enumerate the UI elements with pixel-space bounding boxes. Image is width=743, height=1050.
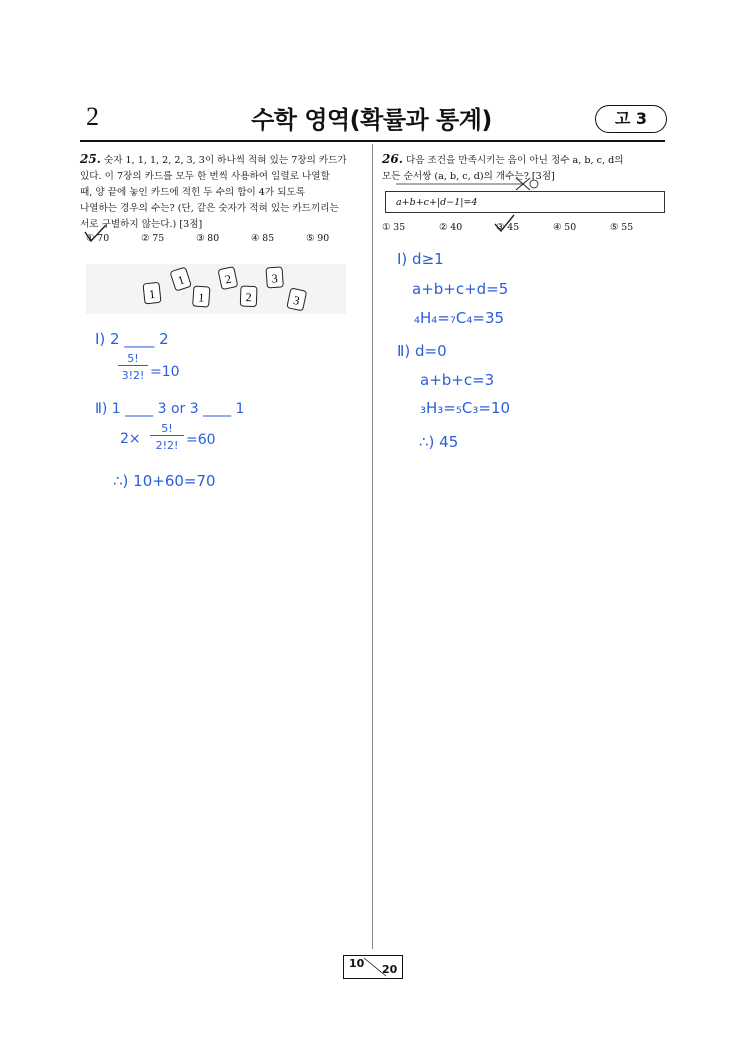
question-number: 25. <box>80 152 101 166</box>
work-fraction-numerator: 5! <box>150 422 184 436</box>
work-equation: ₃H₃=₅C₃=10 <box>420 399 511 417</box>
exam-title: 수학 영역(확률과 통계) <box>251 106 492 134</box>
header-rule <box>80 140 665 142</box>
card-label: 1 <box>175 272 187 288</box>
grade-badge: 고 3 <box>595 105 667 133</box>
current-page: 10 <box>349 957 365 970</box>
page-number: 2 <box>86 102 99 131</box>
card <box>240 286 257 307</box>
work-equation: ₄H₄=₇C₄=35 <box>414 309 505 327</box>
work-equation: a+b+c+d=5 <box>412 280 509 298</box>
card-label: 3 <box>292 292 301 308</box>
choice-1[interactable]: ① 35 <box>382 222 406 233</box>
choice-4[interactable]: ④ 85 <box>251 233 275 244</box>
choice-1[interactable]: ① 70 <box>86 233 110 244</box>
question-25 <box>80 151 370 233</box>
choice-4[interactable]: ④ 50 <box>553 222 577 233</box>
card <box>266 267 283 288</box>
work-case-1: Ⅰ) 2 ____ 2 <box>95 330 169 348</box>
work-case-2: Ⅱ) 1 ____ 3 or 3 ____ 1 <box>95 401 245 417</box>
card <box>193 286 210 307</box>
choice-5[interactable]: ⑤ 90 <box>306 233 330 244</box>
choice-2[interactable]: ② 40 <box>439 222 463 233</box>
card-label: 3 <box>271 271 279 286</box>
column-divider <box>372 144 373 949</box>
answer-check-mark <box>492 212 518 234</box>
card-label: 2 <box>245 290 252 305</box>
card-image <box>86 264 346 314</box>
underline-mark <box>396 176 546 192</box>
question-number: 26. <box>382 152 403 166</box>
answer-check-mark <box>80 222 110 246</box>
choice-3[interactable]: ③ 45 <box>496 222 520 233</box>
work-fraction-denominator: 3!2! <box>121 369 145 382</box>
card <box>287 288 307 311</box>
card <box>143 282 161 304</box>
choice-2[interactable]: ② 75 <box>141 233 165 244</box>
card-label: 1 <box>197 290 205 305</box>
question-line: 숫자 1, 1, 1, 2, 2, 3, 3이 하나씩 적혀 있는 7장의 카드가 <box>103 155 347 166</box>
work-equation: a+b+c=3 <box>420 371 495 389</box>
work-case-1: Ⅰ) d≥1 <box>397 250 444 268</box>
work-multiplier: 2× <box>120 431 141 447</box>
cards-illustration <box>86 264 346 314</box>
condition-box: a+b+c+|d−1|=4 <box>385 191 665 213</box>
card-label: 2 <box>223 271 233 287</box>
work-case-2: Ⅱ) d=0 <box>397 342 447 360</box>
question-line: 다음 조건을 만족시키는 음이 아닌 정수 a, b, c, d의 <box>405 155 624 166</box>
page-counter <box>343 955 403 979</box>
question-line: 나열하는 경우의 수는? (단, 같은 숫자가 적혀 있는 카드끼리는 <box>80 203 339 214</box>
work-fraction-numerator: 5! <box>118 352 148 366</box>
question-line: 모든 순서쌍 (a, b, c, d)의 개수는? [3점] <box>382 171 555 182</box>
choices-26 <box>382 222 667 236</box>
work-result: =60 <box>186 432 216 448</box>
card-label: 1 <box>148 286 156 302</box>
card <box>218 267 238 290</box>
work-result: =10 <box>150 364 180 380</box>
work-total: ∴) 10+60=70 <box>113 472 216 490</box>
question-line: 때, 양 끝에 놓인 카드에 적힌 두 수의 합이 4가 되도록 <box>80 187 305 198</box>
work-total: ∴) 45 <box>419 433 459 451</box>
choice-3[interactable]: ③ 80 <box>196 233 220 244</box>
total-pages: 20 <box>382 963 398 976</box>
question-line: 있다. 이 7장의 카드를 모두 한 번씩 사용하여 일렬로 나열할 <box>80 171 330 182</box>
choice-5[interactable]: ⑤ 55 <box>610 222 634 233</box>
question-line: 서로 구별하지 않는다.) [3점] <box>80 219 203 230</box>
work-fraction-denominator: 2!2! <box>155 439 179 452</box>
choices-25 <box>86 233 371 247</box>
